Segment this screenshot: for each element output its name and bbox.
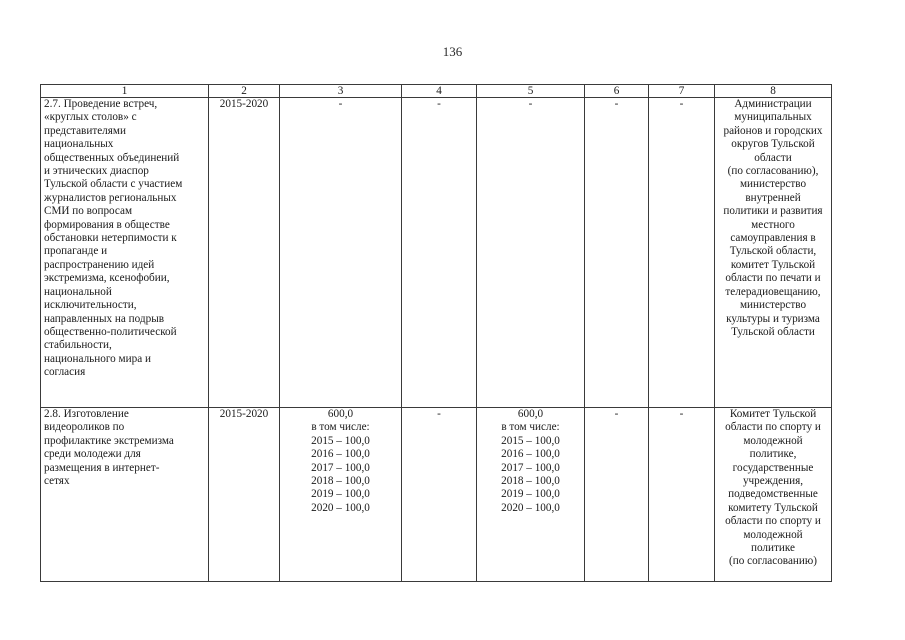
measure-description-line: пропаганде и (44, 245, 108, 258)
regional-funding-cell (477, 408, 585, 582)
measure-description-line: 2.8. Изготовление (44, 408, 129, 420)
responsible-cell (715, 408, 832, 582)
measure-description-line: общественно-политической (44, 325, 177, 338)
total-funding-cell-line: 2019 – 100,0 (311, 488, 370, 501)
period-cell: 2015-2020 (209, 98, 280, 408)
responsible-cell-line: министерство (739, 178, 807, 191)
regional-funding-cell (477, 98, 585, 408)
total-funding-cell-line: 2018 – 100,0 (311, 475, 370, 488)
funding-col7-cell: - (649, 408, 715, 582)
measure-description-line: экстремизма, ксенофобии, (44, 272, 170, 285)
responsible-cell-line: политике (750, 542, 795, 555)
measure-description-line: национальных (44, 138, 114, 151)
funding-col7-cell: - (649, 98, 715, 408)
responsible-cell-line: местного (751, 218, 795, 231)
regional-funding-cell-line: 2018 – 100,0 (501, 475, 560, 488)
responsible-cell-line: культуры и туризма (726, 312, 820, 325)
measure-description (41, 98, 209, 408)
responsible-cell-line: молодежной (743, 434, 803, 447)
program-table (40, 84, 832, 582)
responsible-cell-line: государственные (732, 461, 814, 474)
total-funding-cell-line: 2020 – 100,0 (311, 501, 370, 514)
regional-funding-cell-line: 600,0 (517, 408, 544, 420)
column-header: 4 (402, 85, 477, 98)
column-header: 8 (715, 85, 832, 98)
responsible-cell-line: политике, (749, 448, 797, 461)
period-cell: 2015-2020 (209, 408, 280, 582)
column-header: 7 (649, 85, 715, 98)
responsible-cell-line: Тульской области (731, 325, 815, 338)
measure-description-line: среди молодежи для (44, 448, 141, 461)
measure-description-line: обстановки нетерпимости к (44, 232, 177, 245)
page-number: 136 (442, 44, 463, 59)
header-row (41, 85, 832, 98)
responsible-cell-line: политики и развития (723, 205, 823, 218)
responsible-cell-line: районов и городских (723, 124, 823, 137)
measure-description-line: стабильности, (44, 339, 112, 352)
responsible-cell-line: учреждения, (742, 475, 804, 488)
regional-funding-cell-line: - (528, 98, 533, 110)
measure-description-line: 2.7. Проведение встреч, (44, 98, 158, 110)
funding-col4-cell: - (402, 408, 477, 582)
measure-description (41, 408, 209, 582)
measure-description-line: Тульской области с участием (44, 178, 183, 191)
total-funding-cell-line: 2017 – 100,0 (311, 461, 370, 474)
measure-description-line: «круглых столов» с (44, 111, 137, 124)
column-header: 6 (585, 85, 649, 98)
measure-description-line: распространению идей (44, 258, 155, 271)
measure-description-line: направленных на подрыв (44, 312, 165, 325)
responsible-cell-line: комитету Тульской (728, 501, 818, 514)
responsible-cell-line: Тульской области, (729, 245, 817, 258)
responsible-cell-line: (по согласованию), (727, 165, 819, 178)
responsible-cell-line: внутренней (745, 191, 801, 204)
total-funding-cell-line: в том числе: (311, 421, 370, 434)
responsible-cell-line: комитет Тульской (730, 258, 816, 271)
regional-funding-cell-line: 2015 – 100,0 (501, 434, 560, 447)
measure-description-line: общественных объединений (44, 151, 180, 164)
total-funding-cell-line: - (338, 98, 343, 110)
measure-description-line: национальной (44, 285, 112, 298)
regional-funding-cell-line: в том числе: (501, 421, 560, 434)
responsible-cell-line: области по спорту и (725, 421, 821, 434)
total-funding-cell (280, 98, 402, 408)
responsible-cell-line: (по согласованию) (729, 555, 817, 568)
total-funding-cell-line: 2016 – 100,0 (311, 448, 370, 461)
responsible-cell-line: области (754, 151, 792, 164)
table-row (41, 98, 832, 408)
regional-funding-cell-line: 2020 – 100,0 (501, 501, 560, 514)
responsible-cell-line: подведомственные (728, 488, 818, 501)
funding-col4-cell: - (402, 98, 477, 408)
responsible-cell-line: самоуправления в (730, 232, 816, 245)
table-row (41, 408, 832, 582)
responsible-cell-line: министерство (739, 299, 807, 312)
regional-funding-cell-line: 2016 – 100,0 (501, 448, 560, 461)
column-header: 5 (477, 85, 585, 98)
total-funding-cell-line: 600,0 (327, 408, 354, 420)
regional-funding-cell-line: 2017 – 100,0 (501, 461, 560, 474)
responsible-cell-line: Администрации (734, 98, 812, 110)
funding-col6-cell: - (585, 98, 649, 408)
total-funding-cell (280, 408, 402, 582)
measure-description-line: исключительности, (44, 299, 137, 312)
measure-description-line: размещения в интернет- (44, 461, 160, 474)
funding-col6-cell: - (585, 408, 649, 582)
measure-description-line: сетях (44, 475, 70, 488)
responsible-cell-line: области по спорту и (725, 515, 821, 528)
responsible-cell-line: телерадиовещанию, (725, 285, 821, 298)
measure-description-line: СМИ по вопросам (44, 205, 133, 218)
measure-description-line: национального мира и (44, 352, 151, 365)
column-header: 2 (209, 85, 280, 98)
measure-description-line: журналистов региональных (44, 191, 177, 204)
measure-description-line: представителями (44, 124, 126, 137)
measure-description-line: согласия (44, 366, 86, 379)
responsible-cell-line: округов Тульской (731, 138, 815, 151)
responsible-cell-line: области по печати и (725, 272, 821, 285)
measure-description-line: профилактике экстремизма (44, 434, 174, 447)
column-header: 1 (41, 85, 209, 98)
measure-description-line: формирования в обществе (44, 218, 170, 231)
responsible-cell-line: муниципальных (734, 111, 812, 124)
column-header: 3 (280, 85, 402, 98)
total-funding-cell-line: 2015 – 100,0 (311, 434, 370, 447)
responsible-cell-line: Комитет Тульской (729, 408, 817, 420)
measure-description-line: видеороликов по (44, 421, 125, 434)
responsible-cell (715, 98, 832, 408)
responsible-cell-line: молодежной (743, 528, 803, 541)
regional-funding-cell-line: 2019 – 100,0 (501, 488, 560, 501)
measure-description-line: и этнических диаспор (44, 165, 149, 178)
